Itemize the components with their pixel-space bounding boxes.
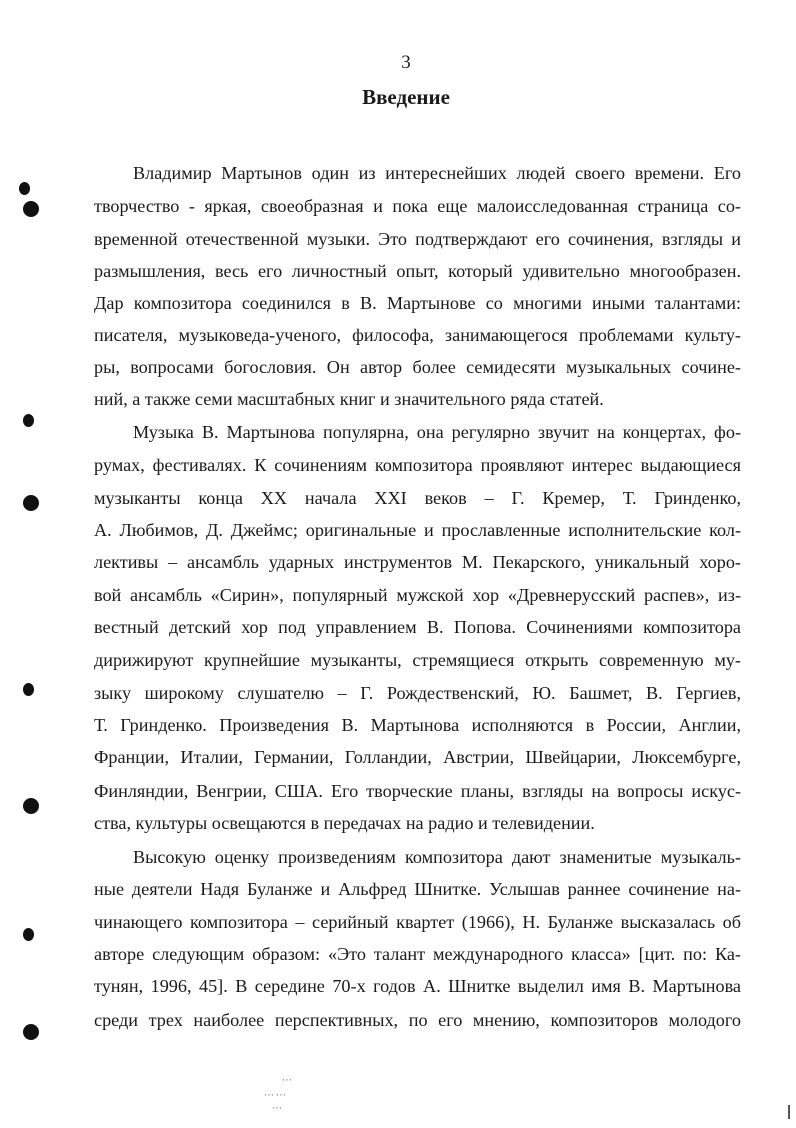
binder-hole-mark bbox=[23, 928, 34, 941]
text-line: Т. Гринденко. Произведения В. Мартынова исполняются в России, Англии, bbox=[94, 715, 741, 735]
text-line: А. Любимов, Д. Джеймс; оригинальные и прославленные исполнительские кол- bbox=[94, 520, 741, 540]
binder-hole-mark bbox=[23, 414, 34, 427]
binder-hole-mark bbox=[23, 683, 34, 696]
text-line: ры, вопросами богословия. Он автор более семидесяти музыкальных сочине- bbox=[94, 357, 741, 377]
text-line: среди трех наиболее перспективных, по его мнению, композиторов молодого bbox=[94, 1010, 741, 1030]
binder-hole-mark bbox=[23, 798, 39, 814]
text-line: писателя, музыковеда-ученого, философа, занимающегося проблемами культу- bbox=[94, 325, 741, 345]
text-line: авторе следующим образом: «Это талант международного класса» [цит. по: Ка- bbox=[94, 944, 741, 964]
text-line: Франции, Италии, Германии, Голландии, Австрии, Швейцарии, Люксембурге, bbox=[94, 747, 741, 767]
scan-noise-mark: ⋯ bbox=[282, 1075, 294, 1086]
text-line: Высокую оценку произведениям композитора дают знаменитые музыкаль- bbox=[133, 847, 741, 867]
text-line: зыку широкому слушателю – Г. Рождественский, Ю. Башмет, В. Гергиев, bbox=[94, 683, 741, 703]
binder-hole-mark bbox=[23, 201, 39, 217]
binder-hole-mark bbox=[23, 1024, 39, 1040]
scan-noise-mark: ⋯ bbox=[272, 1103, 284, 1114]
text-line: тунян, 1996, 45]. В середине 70-х годов А. Шнитке выделил имя В. Мартынова bbox=[94, 976, 741, 996]
text-line: Владимир Мартынов один из интереснейших людей своего времени. Его bbox=[133, 163, 741, 183]
text-line: творчество - яркая, своеобразная и пока еще малоисследованная страница со- bbox=[94, 196, 741, 216]
scan-noise-mark: ⋯⋯ bbox=[264, 1090, 288, 1101]
text-line: ства, культуры освещаются в передачах на радио и телевидении. bbox=[94, 813, 595, 833]
text-line: румах, фестивалях. К сочинениям композитора проявляют интерес выдающиеся bbox=[94, 455, 741, 475]
scan-edge-mark bbox=[788, 1105, 790, 1119]
binder-hole-mark bbox=[23, 495, 39, 511]
binder-hole-mark bbox=[19, 182, 30, 195]
text-line: Финляндии, Венгрии, США. Его творческие планы, взгляды на вопросы искус- bbox=[94, 781, 741, 801]
text-line: ные деятели Надя Буланже и Альфред Шнитке. Услышав раннее сочинение на- bbox=[94, 879, 741, 899]
page-number: 3 bbox=[401, 52, 411, 73]
text-line: лективы – ансамбль ударных инструментов М. Пекарского, уникальный хоро- bbox=[94, 552, 741, 572]
text-line: Дар композитора соединился в В. Мартынове со многими иными талантами: bbox=[94, 293, 741, 313]
text-line: временной отечественной музыки. Это подтверждают его сочинения, взгляды и bbox=[94, 229, 741, 249]
text-line: ний, а также семи масштабных книг и значительного ряда статей. bbox=[94, 389, 604, 409]
text-line: вестный детский хор под управлением В. Попова. Сочинениями композитора bbox=[94, 617, 741, 637]
text-line: размышления, весь его личностный опыт, который удивительно многообразен. bbox=[94, 261, 741, 281]
text-line: Музыка В. Мартынова популярна, она регулярно звучит на концертах, фо- bbox=[133, 422, 741, 442]
text-line: вой ансамбль «Сирин», популярный мужской хор «Древнерусский распев», из- bbox=[94, 585, 741, 605]
page-title: Введение bbox=[362, 85, 450, 109]
text-line: чинающего композитора – серийный квартет (1966), Н. Буланже высказалась об bbox=[94, 912, 741, 932]
text-line: музыканты конца XX начала XXI веков – Г. Кремер, Т. Гринденко, bbox=[94, 488, 741, 508]
text-line: дирижируют крупнейшие музыканты, стремящиеся открыть современную му- bbox=[94, 650, 741, 670]
